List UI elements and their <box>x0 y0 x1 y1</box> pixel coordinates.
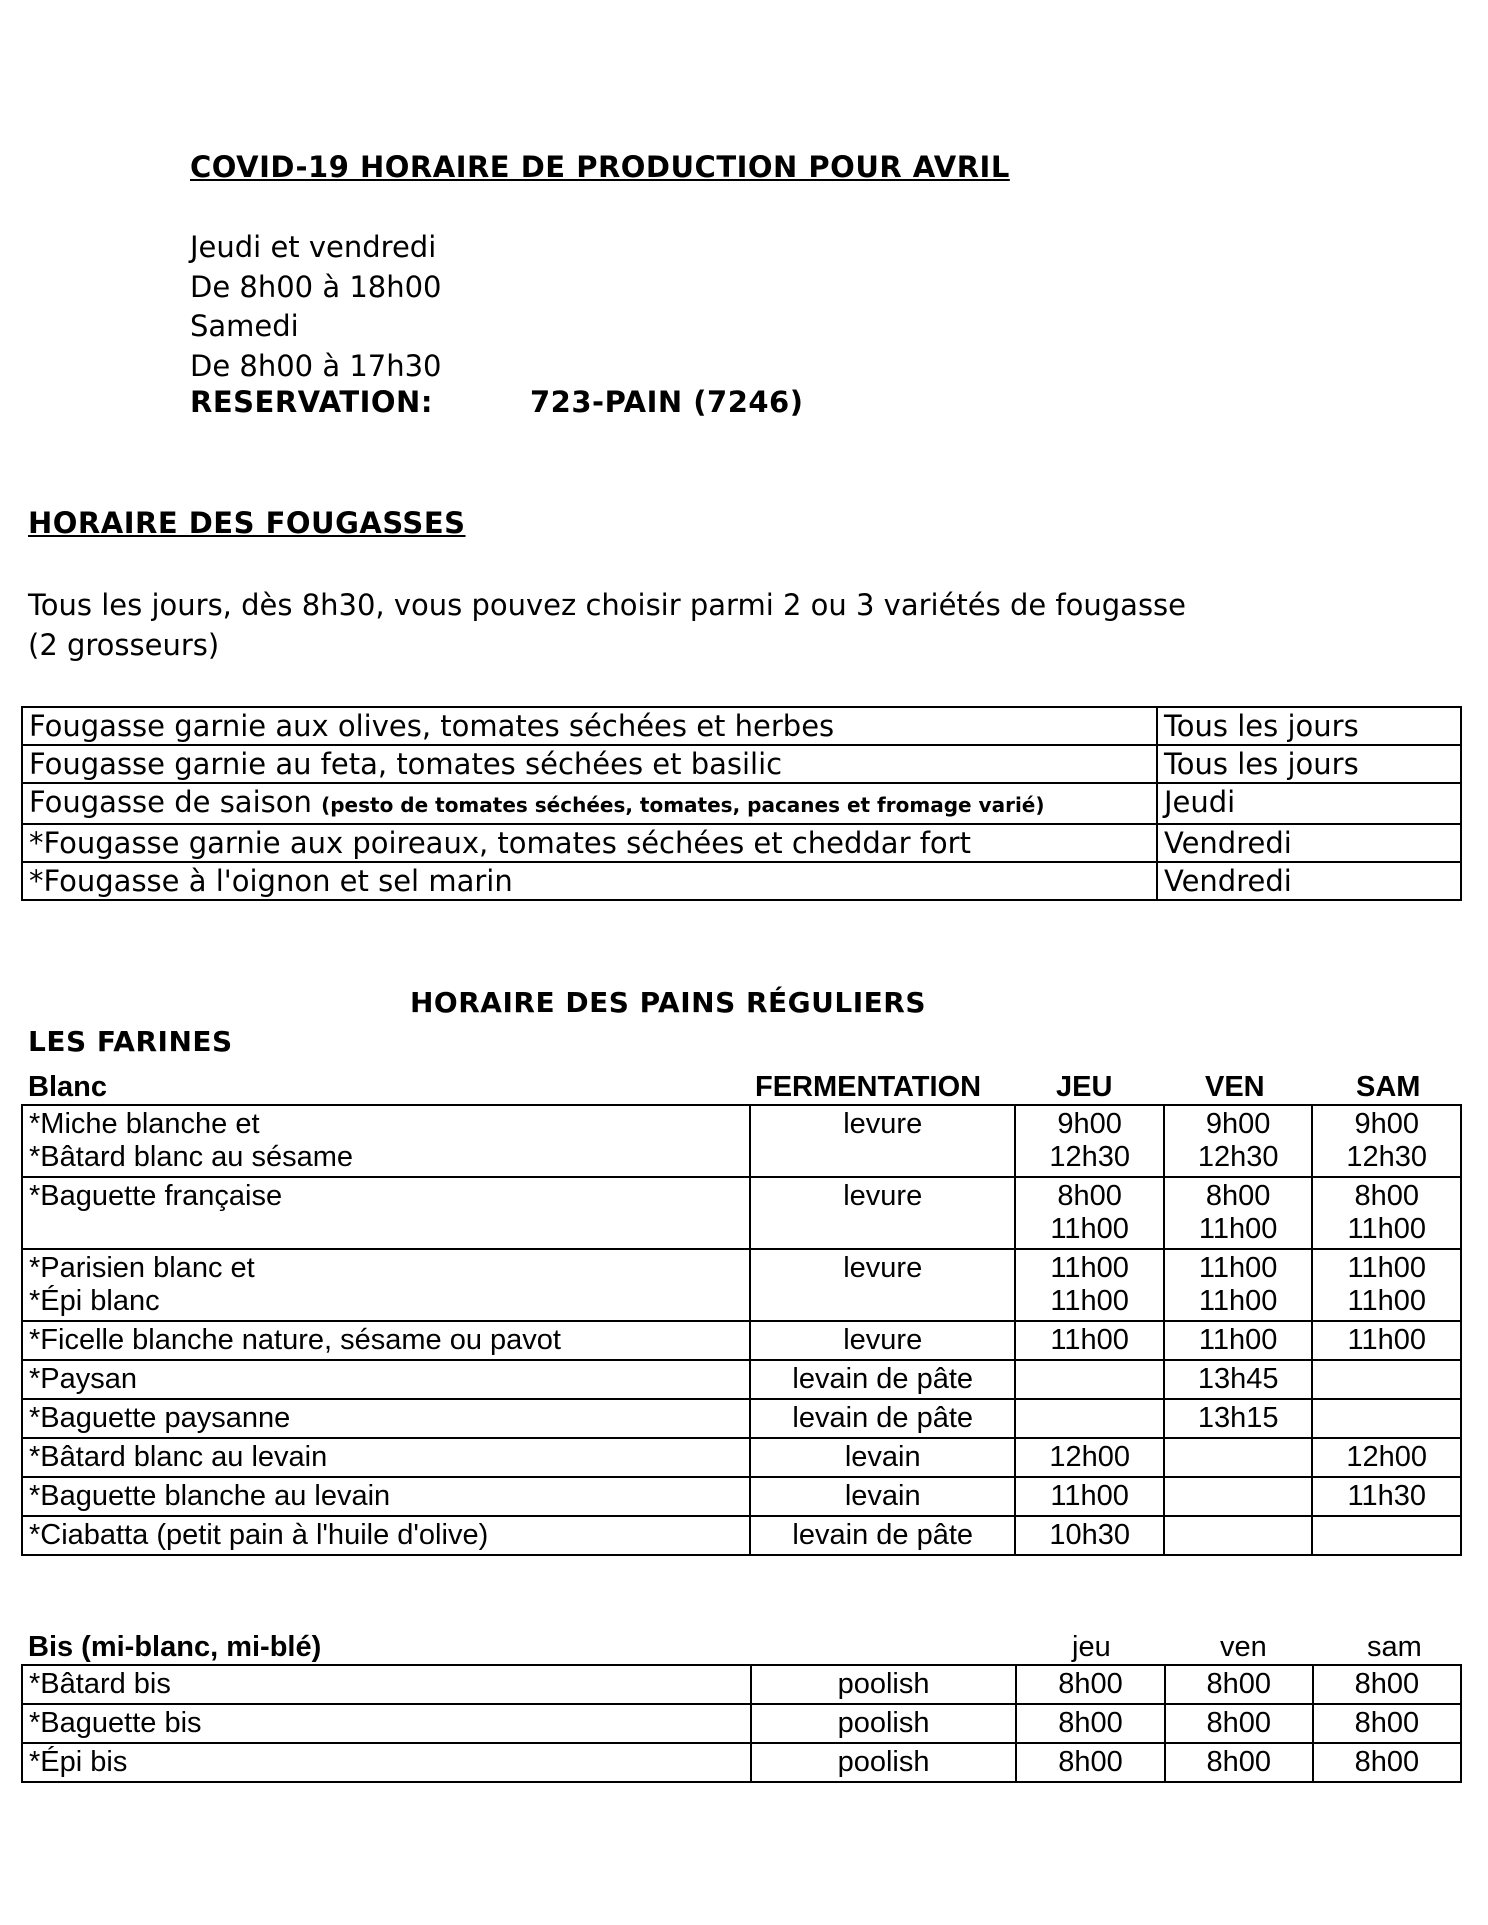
reservation-label: RESERVATION: <box>190 385 433 419</box>
fermentation-cell: levure <box>750 1105 1015 1177</box>
table-row <box>22 1704 1461 1743</box>
table-row <box>22 1249 1461 1321</box>
time-value: 11h00 <box>1312 1321 1461 1360</box>
time-cell <box>1015 1177 1164 1249</box>
fougasse-name: *Fougasse garnie aux poireaux, tomates séchées et cheddar fort <box>22 824 1157 862</box>
time-value: 12h00 <box>1312 1438 1461 1477</box>
col-header-sam-bis: sam <box>1367 1631 1422 1663</box>
bread-name: *Épi bis <box>22 1743 751 1782</box>
bread-name: *Bâtard bis <box>22 1665 751 1704</box>
fermentation-cell: levain de pâte <box>750 1516 1015 1555</box>
fougasse-day: Tous les jours <box>1157 745 1461 783</box>
time-value: 11h00 <box>1347 1252 1426 1284</box>
time-value: 11h00 <box>1164 1321 1313 1360</box>
table-row <box>22 862 1461 900</box>
time-value <box>1164 1477 1313 1516</box>
table-row <box>22 1399 1461 1438</box>
opening-hours <box>190 228 442 386</box>
time-cell <box>1164 1249 1313 1321</box>
time-value: 13h15 <box>1164 1399 1313 1438</box>
table-row <box>22 707 1461 745</box>
table-row <box>22 1105 1461 1177</box>
time-value: 9h00 <box>1057 1108 1122 1140</box>
intro-line: Tous les jours, dès 8h30, vous pouvez choisir parmi 2 ou 3 variétés de fougasse <box>28 588 1187 622</box>
time-value: 9h00 <box>1205 1108 1271 1140</box>
col-header-ven: VEN <box>1205 1071 1265 1103</box>
time-cell <box>1164 1105 1313 1177</box>
table-row <box>22 1360 1461 1399</box>
fermentation-cell: levure <box>750 1177 1015 1249</box>
fermentation-cell: levain <box>750 1477 1015 1516</box>
fougasses-table <box>21 706 1462 901</box>
time-value: 11h00 <box>1050 1213 1129 1245</box>
time-value: 8h00 <box>1016 1743 1164 1782</box>
time-value: 11h00 <box>1347 1285 1426 1317</box>
col-header-ven-bis: ven <box>1220 1631 1267 1663</box>
bread-name: *Baguette bis <box>22 1704 751 1743</box>
time-value <box>1312 1399 1461 1438</box>
bread-name: *Baguette blanche au levain <box>22 1477 750 1516</box>
time-value: 8h00 <box>1313 1665 1461 1704</box>
fermentation-cell: poolish <box>751 1665 1017 1704</box>
time-value <box>1312 1516 1461 1555</box>
fougasse-detail: (pesto de tomates séchées, tomates, pacanes et fromage varié) <box>321 793 1045 817</box>
time-value: 8h00 <box>1165 1743 1313 1782</box>
table-row <box>22 1743 1461 1782</box>
bread-name <box>29 1213 743 1246</box>
time-value <box>1015 1399 1164 1438</box>
time-value: 8h00 <box>1354 1180 1419 1212</box>
fougasse-name: *Fougasse à l'oignon et sel marin <box>22 862 1157 900</box>
col-header-sam: SAM <box>1356 1071 1421 1103</box>
time-value: 9h00 <box>1354 1108 1419 1140</box>
time-cell <box>1164 1177 1313 1249</box>
hours-line: Samedi <box>190 309 299 343</box>
time-value: 11h00 <box>1198 1285 1278 1317</box>
page-title: COVID-19 HORAIRE DE PRODUCTION POUR AVRIL <box>190 150 1010 184</box>
time-value: 12h30 <box>1049 1141 1130 1173</box>
time-value <box>1164 1516 1313 1555</box>
time-cell <box>1312 1105 1461 1177</box>
bread-name: *Ciabatta (petit pain à l'huile d'olive) <box>22 1516 750 1555</box>
table-row <box>22 1665 1461 1704</box>
fermentation-cell: levain de pâte <box>750 1360 1015 1399</box>
hours-line: De 8h00 à 17h30 <box>190 348 442 383</box>
bread-name: *Ficelle blanche nature, sésame ou pavot <box>22 1321 750 1360</box>
fougasse-name: Fougasse garnie au feta, tomates séchées et basilic <box>22 745 1157 783</box>
time-value: 8h00 <box>1313 1743 1461 1782</box>
col-header-bis: Bis (mi-blanc, mi-blé) <box>28 1631 322 1663</box>
fougasse-day: Tous les jours <box>1157 707 1461 745</box>
fougasse-day: Vendredi <box>1157 824 1461 862</box>
bread-name: *Baguette paysanne <box>22 1399 750 1438</box>
time-value: 11h30 <box>1312 1477 1461 1516</box>
time-value: 12h30 <box>1346 1141 1428 1173</box>
fermentation-cell: levure <box>750 1249 1015 1321</box>
time-cell <box>1312 1177 1461 1249</box>
bread-name-cell <box>22 1105 750 1177</box>
bread-name-cell <box>22 1177 750 1249</box>
table-row <box>22 745 1461 783</box>
time-value: 10h30 <box>1015 1516 1164 1555</box>
time-value: 8h00 <box>1016 1704 1164 1743</box>
time-value: 12h30 <box>1197 1141 1279 1173</box>
fougasses-intro <box>28 585 1328 665</box>
bread-name: *Épi blanc <box>29 1285 160 1317</box>
table-row <box>22 1177 1461 1249</box>
hours-line: Jeudi et vendredi <box>190 230 437 264</box>
fermentation-cell: levain de pâte <box>750 1399 1015 1438</box>
fermentation-cell: levure <box>750 1321 1015 1360</box>
fougasse-name-cell <box>22 783 1157 824</box>
table-row <box>22 824 1461 862</box>
col-header-jeu: JEU <box>1056 1071 1113 1103</box>
bread-name: *Bâtard blanc au sésame <box>29 1141 354 1173</box>
bread-name: *Parisien blanc et <box>29 1252 255 1284</box>
time-value: 8h00 <box>1205 1180 1271 1212</box>
table-row <box>22 1438 1461 1477</box>
time-value: 11h00 <box>1198 1213 1278 1245</box>
col-header-jeu-bis: jeu <box>1072 1631 1111 1663</box>
fougasse-day: Jeudi <box>1157 783 1461 824</box>
table-row <box>22 1321 1461 1360</box>
time-cell <box>1312 1249 1461 1321</box>
time-value: 11h00 <box>1050 1252 1129 1284</box>
blanc-table <box>21 1104 1462 1556</box>
time-value: 8h00 <box>1313 1704 1461 1743</box>
bread-name: *Baguette française <box>29 1180 283 1212</box>
bis-table <box>21 1664 1462 1783</box>
time-value: 8h00 <box>1165 1665 1313 1704</box>
time-value: 11h00 <box>1347 1213 1426 1245</box>
time-value: 11h00 <box>1050 1285 1129 1317</box>
time-cell <box>1015 1249 1164 1321</box>
time-value: 8h00 <box>1165 1704 1313 1743</box>
time-value <box>1164 1438 1313 1477</box>
fermentation-cell: poolish <box>751 1704 1017 1743</box>
fougasse-name: Fougasse garnie aux olives, tomates séchées et herbes <box>22 707 1157 745</box>
bread-name: *Paysan <box>22 1360 750 1399</box>
time-value: 11h00 <box>1015 1321 1164 1360</box>
col-header-blanc: Blanc <box>28 1071 107 1103</box>
time-value: 12h00 <box>1015 1438 1164 1477</box>
intro-line: (2 grosseurs) <box>28 628 220 662</box>
hours-line: De 8h00 à 18h00 <box>190 269 442 304</box>
bread-name: *Bâtard blanc au levain <box>22 1438 750 1477</box>
table-row <box>22 1477 1461 1516</box>
time-value: 8h00 <box>1057 1180 1122 1212</box>
fermentation-cell: poolish <box>751 1743 1017 1782</box>
fougasse-day: Vendredi <box>1157 862 1461 900</box>
table-row <box>22 783 1461 824</box>
fougasse-name: Fougasse de saison <box>29 785 312 819</box>
bread-name: *Miche blanche et <box>29 1108 260 1140</box>
time-value: 13h45 <box>1164 1360 1313 1399</box>
table-row <box>22 1516 1461 1555</box>
fougasses-title: HORAIRE DES FOUGASSES <box>28 506 466 540</box>
time-value <box>1312 1360 1461 1399</box>
time-cell <box>1015 1105 1164 1177</box>
fermentation-cell: levain <box>750 1438 1015 1477</box>
time-value: 11h00 <box>1198 1252 1278 1284</box>
flours-subtitle: LES FARINES <box>28 1025 233 1058</box>
reservation-number: 723-PAIN (7246) <box>530 385 804 419</box>
col-header-fermentation: FERMENTATION <box>755 1071 982 1103</box>
time-value: 11h00 <box>1015 1477 1164 1516</box>
time-value <box>1015 1360 1164 1399</box>
bread-name-cell <box>22 1249 750 1321</box>
breads-title: HORAIRE DES PAINS RÉGULIERS <box>410 986 927 1019</box>
time-value: 8h00 <box>1016 1665 1164 1704</box>
